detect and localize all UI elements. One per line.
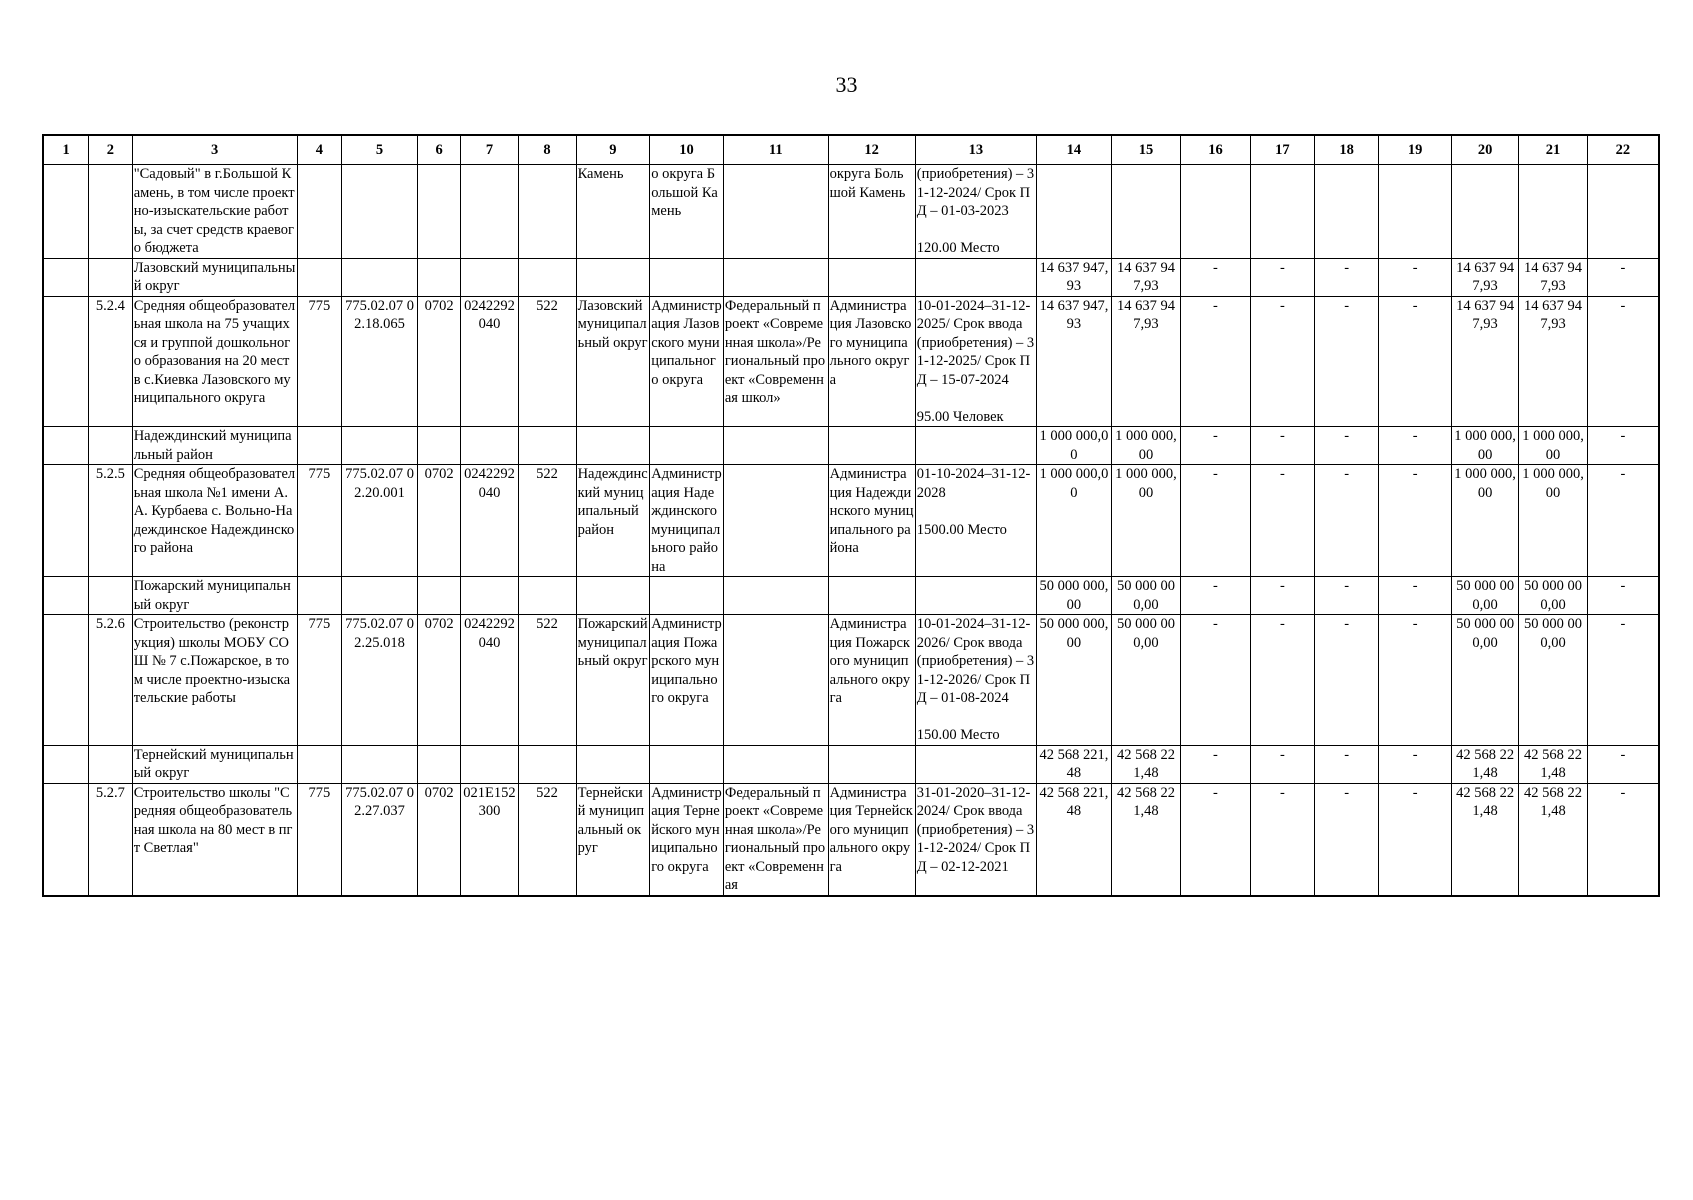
table-cell: - — [1379, 427, 1452, 465]
table-row — [43, 258, 1659, 296]
table-cell — [915, 427, 1036, 465]
column-header-19: 19 — [1379, 135, 1452, 165]
table-cell: 522 — [518, 465, 576, 577]
table-cell — [650, 745, 724, 783]
table-cell: Администрация Тернейского муниципального округа — [650, 783, 724, 896]
column-header-10: 10 — [650, 135, 724, 165]
table-cell — [43, 465, 89, 577]
table-cell: Пожарский муниципальный округ — [576, 615, 650, 746]
table-cell: 775 — [297, 615, 342, 746]
table-cell: Камень — [576, 165, 650, 259]
column-header-14: 14 — [1037, 135, 1112, 165]
table-cell — [518, 427, 576, 465]
table-cell: 0702 — [417, 615, 461, 746]
column-header-5: 5 — [342, 135, 418, 165]
table-cell: 1 000 000,00 — [1111, 465, 1180, 577]
table-cell — [1315, 165, 1379, 259]
table-cell: Администрация Тернейского муниципального округа — [828, 783, 915, 896]
table-cell — [828, 258, 915, 296]
table-cell: 1 000 000,00 — [1111, 427, 1180, 465]
table-cell — [461, 165, 518, 259]
table-row — [43, 296, 1659, 427]
column-header-9: 9 — [576, 135, 650, 165]
table-cell: 5.2.5 — [89, 465, 133, 577]
table-cell: - — [1315, 465, 1379, 577]
table-cell — [89, 577, 133, 615]
table-cell: Федеральный проект «Современная школа»/Региональный проект «Современная — [723, 783, 828, 896]
table-cell: Администрация Лазовского муниципального округа — [828, 296, 915, 427]
table-cell — [723, 258, 828, 296]
table-cell: - — [1587, 577, 1659, 615]
table-cell: - — [1250, 615, 1314, 746]
table-cell — [43, 427, 89, 465]
table-cell: 5.2.4 — [89, 296, 133, 427]
table-cell: - — [1587, 258, 1659, 296]
table-cell: 50 000 000,00 — [1037, 615, 1112, 746]
table-cell: 50 000 000,00 — [1451, 577, 1518, 615]
table-cell: 1 000 000,00 — [1519, 465, 1587, 577]
table-cell: 5.2.6 — [89, 615, 133, 746]
table-cell: 775.02.07 02.25.018 — [342, 615, 418, 746]
table-cell: Лазовский муниципальный округ — [133, 259, 296, 294]
table-row — [43, 745, 1659, 783]
table-cell: Надеждинский муниципальный район — [132, 427, 297, 465]
table-cell: - — [1181, 745, 1250, 783]
table-cell: 14 637 947,93 — [1037, 258, 1112, 296]
table-cell: - — [1587, 296, 1659, 427]
table-cell: 50 000 000,00 — [1519, 577, 1587, 615]
table-cell: - — [1379, 577, 1452, 615]
table-cell — [650, 258, 724, 296]
table-cell: - — [1315, 577, 1379, 615]
table-cell: - — [1250, 296, 1314, 427]
table-cell: Пожарский муниципальный округ — [132, 577, 297, 615]
table-cell: 50 000 000,00 — [1451, 615, 1518, 746]
table-cell: - — [1181, 783, 1250, 896]
column-header-16: 16 — [1181, 135, 1250, 165]
table-cell: Средняя общеобразовательная школа №1 имени А.А. Курбаева с. Вольно-Надеждинское Надеждинского района — [132, 465, 297, 577]
table-cell: 01-10-2024–31-12-2028 1500.00 Место — [915, 465, 1036, 577]
table-cell: Тернейский муниципальный округ — [576, 783, 650, 896]
table-cell: 0702 — [417, 783, 461, 896]
table-cell — [723, 165, 828, 259]
table-cell: - — [1250, 577, 1314, 615]
table-cell — [650, 577, 724, 615]
column-header-7: 7 — [461, 135, 518, 165]
table-cell: - — [1587, 465, 1659, 577]
table-cell: Администрация Пожарского муниципального округа — [828, 615, 915, 746]
column-header-8: 8 — [518, 135, 576, 165]
column-header-17: 17 — [1250, 135, 1314, 165]
table-cell: 14 637 947,93 — [1111, 296, 1180, 427]
table-cell: Строительство школы "Средняя общеобразовательная школа на 80 мест в пгт Светлая" — [132, 783, 297, 896]
table-row — [43, 427, 1659, 465]
table-cell — [723, 427, 828, 465]
table-cell — [576, 258, 650, 296]
table-cell: 775.02.07 02.27.037 — [342, 783, 418, 896]
table-cell — [576, 427, 650, 465]
table-cell: - — [1250, 258, 1314, 296]
table-cell — [723, 615, 828, 746]
table-cell: 775 — [297, 465, 342, 577]
table-cell: 0702 — [417, 296, 461, 427]
table-cell: 14 637 947,93 — [1519, 258, 1587, 296]
column-header-12: 12 — [828, 135, 915, 165]
table-cell — [342, 745, 418, 783]
table-cell: 775 — [297, 783, 342, 896]
table-cell — [828, 577, 915, 615]
table-cell: - — [1379, 745, 1452, 783]
table-cell: - — [1587, 615, 1659, 746]
table-cell: 14 637 947,93 — [1451, 258, 1518, 296]
table-cell — [297, 258, 342, 296]
table-row — [43, 465, 1659, 577]
table-cell — [650, 427, 724, 465]
table-cell — [518, 258, 576, 296]
table-cell: - — [1379, 296, 1452, 427]
column-header-1: 1 — [43, 135, 89, 165]
table-cell: 50 000 000,00 — [1111, 577, 1180, 615]
table-cell: Тернейский муниципальный округ — [132, 745, 297, 783]
table-cell — [43, 783, 89, 896]
table-cell: Надеждинский муниципальный район — [576, 465, 650, 577]
column-header-3: 3 — [132, 135, 297, 165]
table-cell: 14 637 947,93 — [1037, 296, 1112, 427]
table-cell: - — [1315, 258, 1379, 296]
table-cell — [828, 745, 915, 783]
table-cell: о округа Большой Камень — [650, 165, 724, 259]
table-cell — [43, 615, 89, 746]
table-cell: - — [1250, 465, 1314, 577]
table-cell: - — [1315, 745, 1379, 783]
table-cell — [342, 577, 418, 615]
table-cell: 14 637 947,93 — [1519, 296, 1587, 427]
table-cell — [417, 745, 461, 783]
table-cell: - — [1587, 745, 1659, 783]
table-cell — [89, 165, 133, 259]
table-cell: - — [1315, 427, 1379, 465]
table-cell: 42 568 221,48 — [1451, 745, 1518, 783]
table-cell — [417, 258, 461, 296]
table-cell — [417, 165, 461, 259]
table-cell: "Садовый" в г.Большой Камень, в том числе проектно-изыскательские работы, за счет средств краевого бюджета — [132, 165, 297, 259]
table-cell — [43, 296, 89, 427]
table-row — [43, 615, 1659, 746]
table-cell: (приобретения) – 31-12-2024/ Срок ПД – 01-03-2023 120.00 Место — [915, 165, 1036, 259]
table-cell: 14 637 947,93 — [1111, 258, 1180, 296]
table-row — [43, 577, 1659, 615]
table-cell: округа Большой Камень — [828, 165, 915, 259]
table-cell: 0242292040 — [461, 615, 518, 746]
table-cell: 10-01-2024–31-12-2026/ Срок ввода (приобретения) – 31-12-2026/ Срок ПД – 01-08-2024 150.00 Место — [915, 615, 1036, 746]
table-cell — [342, 258, 418, 296]
table-cell: - — [1315, 615, 1379, 746]
table-cell: - — [1379, 615, 1452, 746]
table-cell — [89, 745, 133, 783]
table-cell: - — [1379, 258, 1452, 296]
table-cell — [461, 427, 518, 465]
table-cell — [461, 577, 518, 615]
table-cell: Администрация Лазовского муниципального округа — [650, 296, 724, 427]
table-cell: 42 568 221,48 — [1519, 745, 1587, 783]
table-row — [43, 783, 1659, 896]
table-cell — [43, 745, 89, 783]
table-cell: - — [1587, 783, 1659, 896]
table-cell: 522 — [518, 783, 576, 896]
table-cell — [723, 745, 828, 783]
table-cell: Лазовский муниципальный округ — [576, 296, 650, 427]
column-header-2: 2 — [89, 135, 133, 165]
table-cell: 1 000 000,00 — [1451, 465, 1518, 577]
table-cell: 50 000 000,00 — [1111, 615, 1180, 746]
table-cell — [297, 165, 342, 259]
column-header-15: 15 — [1111, 135, 1180, 165]
table-cell: Строительство (реконструкция) школы МОБУ СОШ № 7 с.Пожарское, в том числе проектно-изыскательские работы — [132, 615, 297, 746]
table-cell: 42 568 221,48 — [1451, 783, 1518, 896]
table-cell: Федеральный проект «Современная школа»/Региональный проект «Современная школ» — [723, 296, 828, 427]
table-cell: 522 — [518, 296, 576, 427]
table-cell: 775.02.07 02.20.001 — [342, 465, 418, 577]
table-cell — [1519, 165, 1587, 259]
table-cell: 5.2.7 — [89, 783, 133, 896]
table-cell — [576, 577, 650, 615]
table-cell — [461, 258, 518, 296]
table-cell — [43, 577, 89, 615]
table-cell: - — [1379, 783, 1452, 896]
table-cell: 42 568 221,48 — [1111, 783, 1180, 896]
table-cell — [297, 427, 342, 465]
column-header-22: 22 — [1587, 135, 1659, 165]
table-cell: 1 000 000,00 — [1037, 427, 1112, 465]
table-cell — [43, 165, 89, 259]
table-cell: - — [1315, 296, 1379, 427]
table-cell — [417, 427, 461, 465]
table-cell — [518, 577, 576, 615]
table-body — [43, 165, 1659, 896]
table-cell — [576, 745, 650, 783]
table-cell — [1379, 165, 1452, 259]
table-cell: 1 000 000,00 — [1037, 465, 1112, 577]
table-cell: - — [1181, 258, 1250, 296]
table-cell: Средняя общеобразовательная школа на 75 учащихся и группой дошкольного образования на 20 мест в с.Киевка Лазовского муниципального округа — [132, 296, 297, 427]
table-cell: Администрация Надеждинского муниципального района — [828, 465, 915, 577]
table-cell: - — [1250, 745, 1314, 783]
table-cell — [915, 577, 1036, 615]
table-cell: 42 568 221,48 — [1037, 783, 1112, 896]
table-cell — [1181, 165, 1250, 259]
table-cell — [461, 745, 518, 783]
table-cell: - — [1181, 577, 1250, 615]
table-cell — [89, 427, 133, 465]
table-cell: 1 000 000,00 — [1451, 427, 1518, 465]
column-header-20: 20 — [1451, 135, 1518, 165]
table-cell: - — [1315, 783, 1379, 896]
table-cell: Администрация Пожарского муниципального округа — [650, 615, 724, 746]
column-header-11: 11 — [723, 135, 828, 165]
table-cell — [342, 427, 418, 465]
table-cell: 14 637 947,93 — [1451, 296, 1518, 427]
column-header-18: 18 — [1315, 135, 1379, 165]
table-cell: - — [1587, 427, 1659, 465]
table-cell — [915, 258, 1036, 296]
page-number: 33 — [835, 72, 858, 97]
table-cell — [297, 745, 342, 783]
table-cell — [342, 165, 418, 259]
table-cell: 775.02.07 02.18.065 — [342, 296, 418, 427]
table-cell: 31-01-2020–31-12-2024/ Срок ввода (приобретения) – 31-12-2024/ Срок ПД – 02-12-2021 — [915, 783, 1036, 896]
table-cell: 0702 — [417, 465, 461, 577]
table-cell: 021E152300 — [461, 783, 518, 896]
table-cell — [417, 577, 461, 615]
table-cell: - — [1181, 615, 1250, 746]
table-cell — [1037, 165, 1112, 259]
table-cell — [1451, 165, 1518, 259]
table-cell — [89, 258, 133, 296]
table-cell — [828, 427, 915, 465]
table-cell — [518, 165, 576, 259]
table-cell: 42 568 221,48 — [1519, 783, 1587, 896]
table-cell: 522 — [518, 615, 576, 746]
table-cell: 0242292040 — [461, 296, 518, 427]
table-cell — [518, 745, 576, 783]
table-cell: 10-01-2024–31-12-2025/ Срок ввода (приобретения) – 31-12-2025/ Срок ПД – 15-07-2024 95.00 Человек — [915, 296, 1036, 427]
table-cell: 42 568 221,48 — [1037, 745, 1112, 783]
budget-table — [42, 134, 1660, 897]
column-header-21: 21 — [1519, 135, 1587, 165]
table-cell — [297, 577, 342, 615]
table-cell: 1 000 000,00 — [1519, 427, 1587, 465]
table-cell — [43, 258, 89, 296]
table-cell — [915, 745, 1036, 783]
table-cell: 42 568 221,48 — [1111, 745, 1180, 783]
table-cell — [1587, 165, 1659, 259]
table-cell: - — [1250, 427, 1314, 465]
table-cell: - — [1181, 465, 1250, 577]
table-cell: 50 000 000,00 — [1519, 615, 1587, 746]
table-cell: - — [1181, 296, 1250, 427]
header-row — [43, 135, 1659, 165]
table-cell: 0242292040 — [461, 465, 518, 577]
table-cell: - — [1181, 427, 1250, 465]
column-header-13: 13 — [915, 135, 1036, 165]
table-cell: 50 000 000,00 — [1037, 577, 1112, 615]
table-cell: - — [1379, 465, 1452, 577]
table-row — [43, 165, 1659, 259]
table-cell: - — [1250, 783, 1314, 896]
column-header-6: 6 — [417, 135, 461, 165]
table-cell — [723, 577, 828, 615]
table-cell: Администрация Надеждинского муниципального района — [651, 466, 722, 575]
table-cell: 775 — [297, 296, 342, 427]
column-header-4: 4 — [297, 135, 342, 165]
table-cell — [1250, 165, 1314, 259]
table-cell — [723, 465, 828, 577]
table-cell — [1111, 165, 1180, 259]
